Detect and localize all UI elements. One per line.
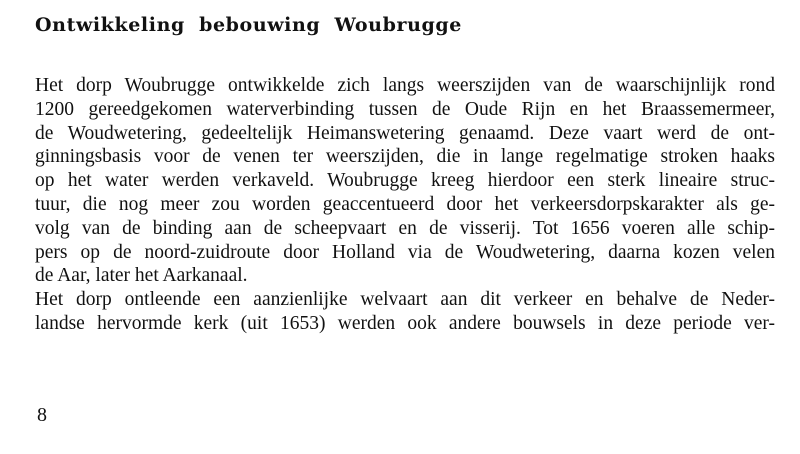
text-line: Het dorp ontleende een aanzienlijke welvaart aan dit verkeer en behalve de Neder- (35, 289, 775, 311)
page-number: 8 (37, 404, 47, 426)
text-line: de Woudwetering, gedeeltelijk Heimanswetering genaamd. Deze vaart werd de ont- (35, 122, 775, 144)
body-paragraph (35, 74, 775, 336)
text-line-paragraph-end: de Aar, later het Aarkanaal. (35, 265, 248, 287)
text-line: pers op de noord-zuidroute door Holland via de Woudwetering, daarna kozen velen (35, 241, 775, 263)
text-line: landse hervormde kerk (uit 1653) werden ook andere bouwsels in deze periode ver- (35, 312, 775, 334)
text-line: ginningsbasis voor de venen ter weerszijden, die in lange regelmatige stroken haaks (35, 146, 775, 168)
text-line: Het dorp Woubrugge ontwikkelde zich langs weerszijden van de waarschijnlijk rond (35, 75, 775, 96)
text-line: volg van de binding aan de scheepvaart en de visserij. Tot 1656 voeren alle schip- (35, 217, 775, 239)
page-heading: Ontwikkeling bebouwing Woubrugge (35, 14, 462, 36)
text-line: 1200 gereedgekomen waterverbinding tussen de Oude Rijn en het Braassemermeer, (35, 98, 775, 120)
text-line: tuur, die nog meer zou worden geaccentueerd door het verkeersdorpskarakter als ge- (35, 193, 775, 215)
text-line: op het water werden verkaveld. Woubrugge kreeg hierdoor een sterk lineaire struc- (35, 170, 775, 192)
